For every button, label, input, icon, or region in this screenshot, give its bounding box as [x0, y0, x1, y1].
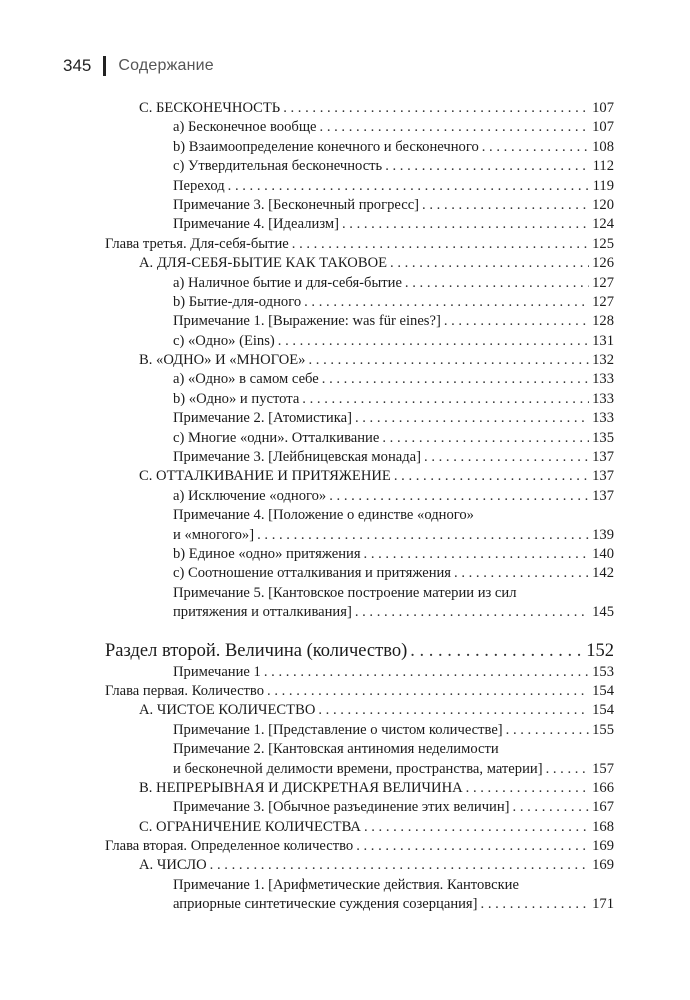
toc-leader-dots: [355, 603, 589, 622]
toc-entry-page: 166: [592, 779, 614, 796]
toc-leader-dots: [292, 235, 589, 254]
toc-entry[interactable]: [0, 837, 614, 856]
toc-entry[interactable]: [0, 721, 614, 740]
toc-entry[interactable]: [0, 584, 614, 603]
toc-entry[interactable]: [0, 663, 614, 682]
toc-entry-page: 145: [592, 604, 614, 621]
page-number: 345: [63, 56, 92, 75]
toc-entry[interactable]: [0, 448, 614, 467]
toc-entry-page: 140: [592, 545, 614, 562]
toc-entry-title: Примечание 3. [Обычное разъединение этих величин]: [173, 799, 510, 816]
toc-leader-dots: [405, 274, 589, 293]
toc-leader-dots: [356, 837, 589, 856]
toc-leader-dots: [355, 409, 589, 428]
toc-entry-page: 120: [592, 196, 614, 213]
header-title: Содержание: [118, 57, 214, 74]
toc-entry[interactable]: [0, 818, 614, 837]
toc-entry-title: Примечание 3. [Лейбницевская монада]: [173, 449, 422, 466]
toc-entry-title: А. ЧИСЛО: [139, 857, 207, 874]
toc-leader-dots: [546, 760, 590, 779]
toc-leader-dots: [302, 390, 589, 409]
toc-entry-title: a) Бесконечное вообще: [173, 119, 317, 136]
toc-entry-title: b) «Одно» и пустота: [173, 390, 300, 407]
toc-leader-dots: [506, 721, 589, 740]
toc-entry-title: и «многого»]: [173, 526, 255, 543]
toc-leader-dots: [210, 856, 589, 875]
toc-entry[interactable]: [0, 332, 614, 351]
toc-entry-page: 107: [592, 100, 614, 116]
table-of-contents: [0, 99, 690, 915]
toc-leader-dots: [482, 138, 589, 157]
toc-entry[interactable]: [0, 564, 614, 583]
toc-entry-page: 152: [586, 640, 614, 661]
toc-entry-page: 126: [592, 255, 614, 272]
toc-leader-dots: [444, 312, 589, 331]
toc-leader-dots: [257, 526, 589, 545]
toc-entry-title: Примечание 4. [Положение о единстве «одного»: [173, 507, 474, 524]
toc-entry-page: 133: [592, 410, 614, 427]
toc-entry-title: а) Наличное бытие и для-себя-бытие: [173, 274, 402, 291]
toc-entry-page: 108: [592, 138, 614, 155]
toc-entry-title: Примечание 1: [173, 663, 261, 680]
toc-entry[interactable]: [0, 351, 614, 370]
toc-entry-page: 137: [592, 449, 614, 466]
toc-leader-dots: [513, 798, 590, 817]
toc-entry[interactable]: [0, 760, 614, 779]
toc-entry[interactable]: [0, 312, 614, 331]
toc-entry-title: b) Взаимоопределение конечного и бесконечного: [173, 138, 479, 155]
toc-entry-page: 127: [592, 274, 614, 291]
toc-entry-page: 135: [592, 429, 614, 446]
toc-entry-page: 171: [592, 896, 614, 913]
toc-leader-dots: [228, 177, 590, 196]
toc-entry-title: А. ДЛЯ-СЕБЯ-БЫТИЕ КАК ТАКОВОЕ: [139, 255, 388, 272]
toc-entry[interactable]: [0, 506, 614, 525]
toc-entry-title: Глава первая. Количество: [105, 682, 265, 699]
toc-leader-dots: [390, 254, 589, 273]
toc-entry-title: b) Бытие-для-одного: [173, 293, 302, 310]
toc-entry-title: Примечание 2. [Атомистика]: [173, 410, 352, 427]
toc-entry[interactable]: [0, 740, 614, 759]
toc-entry[interactable]: [0, 370, 614, 389]
toc-entry[interactable]: [0, 118, 614, 137]
toc-entry-title: Примечание 3. [Бесконечный прогресс]: [173, 196, 420, 213]
toc-entry-page: 168: [592, 818, 614, 835]
toc-entry-page: 124: [592, 216, 614, 233]
toc-entry-title: с) Соотношение отталкивания и притяжения: [173, 565, 452, 582]
toc-leader-dots: [364, 545, 590, 564]
toc-entry-title: В. «ОДНО» И «МНОГОЕ»: [139, 352, 306, 369]
toc-leader-dots: [318, 701, 589, 720]
toc-entry-title: Примечание 1. [Арифметические действия. Кантовские: [173, 876, 519, 893]
toc-entry[interactable]: [0, 526, 614, 545]
toc-entry-page: 133: [592, 371, 614, 388]
toc-entry[interactable]: [0, 409, 614, 428]
toc-entry-title: c) Утвердительная бесконечность: [173, 158, 383, 175]
toc-entry[interactable]: [0, 99, 614, 118]
toc-entry-title: А. ЧИСТОЕ КОЛИЧЕСТВО: [139, 702, 316, 719]
toc-entry[interactable]: [0, 682, 614, 701]
section-gap: [0, 623, 690, 639]
toc-entry-page: 137: [592, 468, 614, 485]
toc-leader-dots: [466, 779, 589, 798]
toc-entry-title: Примечание 1. [Представление о чистом количестве]: [173, 721, 503, 738]
toc-leader-dots: [424, 448, 589, 467]
toc-leader-dots: [422, 196, 589, 215]
toc-entry-page: 119: [592, 177, 614, 194]
toc-entry-page: 127: [592, 293, 614, 310]
toc-entry-page: 125: [592, 235, 614, 252]
header-divider: [103, 56, 106, 76]
toc-entry[interactable]: [0, 603, 614, 622]
toc-entry-page: 137: [592, 487, 614, 504]
toc-entry-page: 133: [592, 390, 614, 407]
toc-leader-dots: [394, 467, 589, 486]
toc-entry-page: 154: [592, 682, 614, 699]
toc-leader-dots: [329, 487, 589, 506]
toc-leader-dots: [322, 370, 589, 389]
toc-entry[interactable]: [0, 390, 614, 409]
toc-entry-title: Переход: [173, 177, 225, 194]
toc-entry[interactable]: [0, 467, 614, 486]
toc-entry-page: 155: [592, 721, 614, 738]
toc-entry-title: Примечание 4. [Идеализм]: [173, 216, 339, 233]
toc-leader-dots: [454, 564, 589, 583]
toc-entry-page: 107: [592, 119, 614, 136]
toc-entry-page: 167: [592, 799, 614, 816]
toc-entry-title: Примечание 1. [Выражение: was für eines?]: [173, 313, 441, 330]
toc-entry-title: С. БЕСКОНЕЧНОСТЬ: [139, 100, 281, 116]
toc-leader-dots: [264, 663, 589, 682]
toc-entry[interactable]: [0, 274, 614, 293]
toc-entry[interactable]: [0, 429, 614, 448]
toc-entry[interactable]: [0, 545, 614, 564]
toc-entry[interactable]: [0, 856, 614, 875]
toc-entry[interactable]: [0, 157, 614, 176]
toc-entry[interactable]: [0, 177, 614, 196]
toc-entry-title: Глава вторая. Определенное количество: [105, 838, 354, 855]
toc-leader-dots: [267, 682, 589, 701]
toc-entry[interactable]: [0, 138, 614, 157]
toc-leader-dots: [308, 351, 589, 370]
toc-entry-page: 154: [592, 702, 614, 719]
toc-entry-page: 169: [592, 838, 614, 855]
toc-entry-title: априорные синтетические суждения созерцания]: [173, 896, 478, 913]
toc-entry-page: 132: [592, 352, 614, 369]
toc-entry[interactable]: [0, 701, 614, 720]
toc-entry-title: В. НЕПРЕРЫВНАЯ И ДИСКРЕТНАЯ ВЕЛИЧИНА: [139, 779, 463, 796]
toc-leader-dots: [283, 99, 589, 118]
toc-entry-title: а) «Одно» в самом себе: [173, 371, 319, 388]
toc-entry-page: 157: [592, 760, 614, 777]
toc-leader-dots: [481, 895, 590, 914]
toc-entry-title: С. ОГРАНИЧЕНИЕ КОЛИЧЕСТВА: [139, 818, 361, 835]
toc-entry-title: а) Исключение «одного»: [173, 487, 327, 504]
toc-entry-title: и бесконечной делимости времени, пространства, материи]: [173, 760, 543, 777]
toc-leader-dots: [278, 332, 589, 351]
toc-entry[interactable]: [0, 254, 614, 273]
toc-entry-title: Примечание 5. [Кантовское построение материи из сил: [173, 584, 517, 601]
toc-entry-title: с) «Одно» (Eins): [173, 332, 275, 349]
toc-leader-dots: [385, 157, 589, 176]
toc-leader-dots: [410, 639, 583, 663]
toc-entry-page: 128: [592, 313, 614, 330]
toc-entry-title: притяжения и отталкивания]: [173, 604, 352, 621]
toc-entry-page: 139: [592, 526, 614, 543]
toc-entry-page: 131: [592, 332, 614, 349]
toc-entry-title: b) Единое «одно» притяжения: [173, 545, 361, 562]
toc-entry-page: 153: [592, 663, 614, 680]
toc-entry-page: 142: [592, 565, 614, 582]
toc-entry[interactable]: [0, 235, 614, 254]
toc-entry-title: С. ОТТАЛКИВАНИЕ И ПРИТЯЖЕНИЕ: [139, 468, 391, 485]
toc-entry[interactable]: [0, 215, 614, 234]
toc-entry-page: 169: [592, 857, 614, 874]
toc-entry-title: Глава третья. Для-себя-бытие: [105, 235, 289, 252]
toc-entry[interactable]: [0, 196, 614, 215]
toc-entry-title: Раздел второй. Величина (количество): [105, 640, 408, 661]
toc-leader-dots: [320, 118, 590, 137]
toc-entry-title: Примечание 2. [Кантовская антиномия неделимости: [173, 741, 499, 758]
toc-entry[interactable]: [0, 487, 614, 506]
toc-leader-dots: [364, 818, 589, 837]
toc-entry[interactable]: [0, 876, 614, 895]
toc-entry-title: с) Многие «одни». Отталкивание: [173, 429, 380, 446]
toc-entry[interactable]: [0, 639, 614, 663]
toc-leader-dots: [382, 429, 589, 448]
toc-entry[interactable]: [0, 895, 614, 914]
toc-entry[interactable]: [0, 293, 614, 312]
toc-leader-dots: [342, 215, 589, 234]
running-header: [63, 56, 214, 76]
toc-leader-dots: [304, 293, 589, 312]
toc-entry[interactable]: [0, 779, 614, 798]
toc-entry[interactable]: [0, 798, 614, 817]
toc-entry-page: 112: [592, 158, 614, 175]
